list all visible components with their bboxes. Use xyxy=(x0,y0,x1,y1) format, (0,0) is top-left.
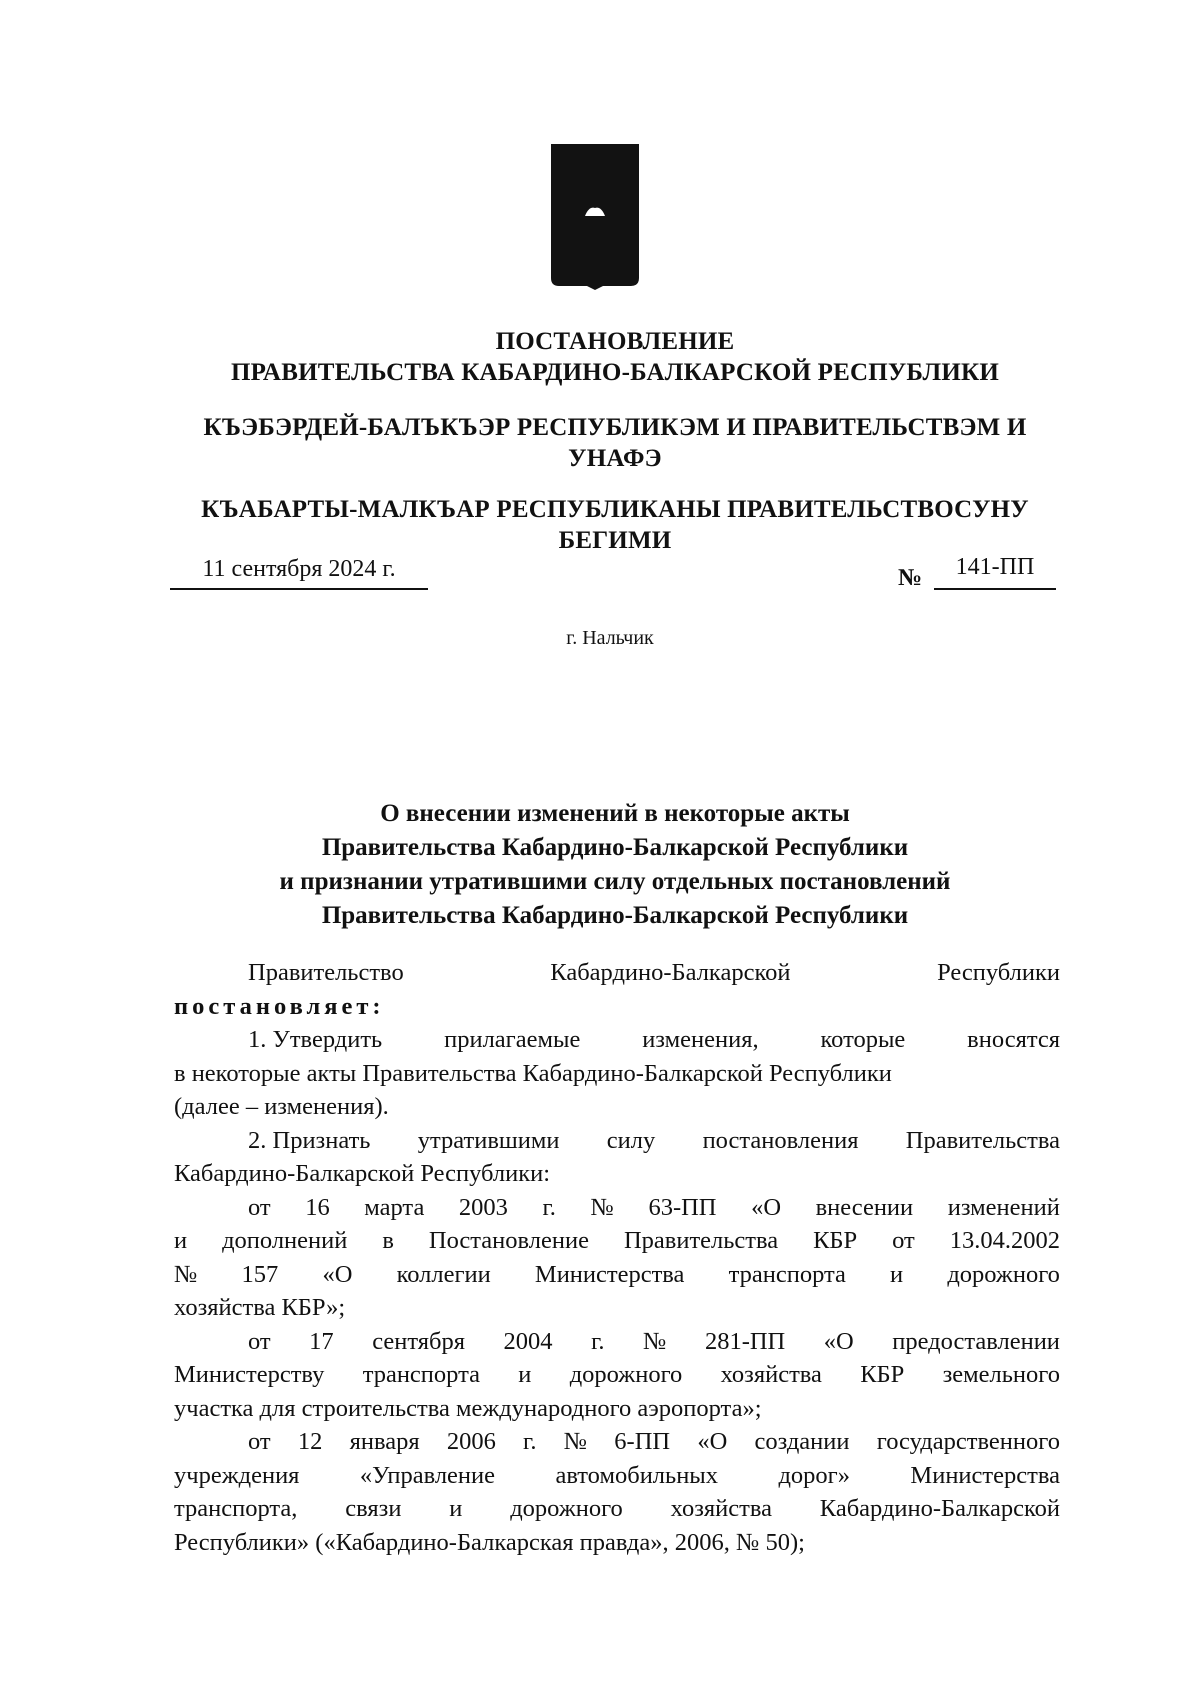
word: утратившими xyxy=(417,1126,560,1154)
document-number xyxy=(898,552,1058,592)
body-line: в некоторые акты Правительства Кабардино-Балкарской Республики xyxy=(174,1059,892,1087)
word: в xyxy=(382,1227,394,1254)
word: г. xyxy=(523,1428,537,1455)
title-line: и признании утратившими силу отдельных постановлений xyxy=(279,868,951,895)
word: сентября xyxy=(372,1327,465,1355)
header-block-russian xyxy=(170,326,1060,388)
word: 2003 xyxy=(458,1193,508,1221)
word: от xyxy=(248,1193,271,1221)
word: транспорта xyxy=(728,1260,846,1288)
word: земельного xyxy=(942,1361,1060,1388)
word: которые xyxy=(820,1026,906,1053)
body-line xyxy=(174,1124,1060,1158)
coat-of-arms-emblem xyxy=(549,142,641,290)
word: транспорта xyxy=(362,1361,480,1388)
word: КБР xyxy=(813,1227,858,1254)
word: изменений xyxy=(947,1193,1060,1221)
header-line: ПРАВИТЕЛЬСТВА КАБАРДИНО-БАЛКАРСКОЙ РЕСПУБЛИКИ xyxy=(231,359,999,386)
word: дорог» xyxy=(778,1461,850,1489)
header-line: ПОСТАНОВЛЕНИЕ xyxy=(495,328,735,355)
word: «О xyxy=(697,1428,728,1455)
word: № xyxy=(590,1193,614,1221)
body-line xyxy=(174,1325,1060,1359)
word: Кабардино-Балкарской xyxy=(550,959,791,986)
header-block-balkar xyxy=(170,494,1060,556)
body-line: хозяйства КБР»; xyxy=(174,1294,346,1321)
document-title xyxy=(170,797,1060,933)
word: Кабардино-Балкарской xyxy=(819,1495,1060,1522)
word: Правительство xyxy=(248,959,404,986)
word: «Управление xyxy=(359,1461,496,1489)
body-line xyxy=(174,1023,1060,1057)
word: и xyxy=(518,1361,532,1388)
word: 281-ПП xyxy=(704,1327,786,1355)
word: от xyxy=(248,1428,271,1455)
word: от xyxy=(248,1327,271,1355)
word: 1. Утвердить xyxy=(248,1026,383,1053)
word: № xyxy=(643,1327,667,1355)
word: постановления xyxy=(702,1126,859,1154)
word: 12 xyxy=(297,1428,323,1455)
word: Республики xyxy=(937,959,1060,986)
body-line: Республики» («Кабардино-Балкарская правда», 2006, № 50); xyxy=(174,1528,805,1556)
document-body xyxy=(174,956,1060,1559)
word: изменения, xyxy=(642,1026,759,1053)
word: Министерства xyxy=(910,1461,1060,1489)
word: «О xyxy=(322,1260,353,1288)
decrees-word: постановляет: xyxy=(174,992,385,1020)
word: 2. Признать xyxy=(248,1126,371,1154)
word: Постановление xyxy=(428,1227,589,1254)
body-line xyxy=(174,1425,1060,1459)
word: дополнений xyxy=(222,1227,348,1254)
header-block-kabardian xyxy=(170,412,1060,474)
word: учреждения xyxy=(174,1461,300,1489)
word: 16 xyxy=(305,1193,330,1221)
body-line xyxy=(174,1191,1060,1225)
body-line xyxy=(174,1459,1060,1493)
word: марта xyxy=(364,1193,425,1221)
title-line: О внесении изменений в некоторые акты xyxy=(380,800,850,827)
word: транспорта, xyxy=(174,1495,298,1522)
word: Министерства xyxy=(534,1260,685,1288)
word: силу xyxy=(606,1126,656,1154)
body-line: участка для строительства международного аэропорта»; xyxy=(174,1394,762,1422)
word: января xyxy=(349,1428,420,1455)
document-city: г. Нальчик xyxy=(566,627,654,649)
header-line: БЕГИМИ xyxy=(558,527,672,554)
body-line xyxy=(174,1258,1060,1292)
word: вносятся xyxy=(967,1026,1060,1053)
word: 2004 xyxy=(503,1327,553,1355)
word: государственного xyxy=(876,1428,1060,1455)
word: № xyxy=(563,1428,588,1455)
word: коллегии xyxy=(396,1260,491,1288)
word: 2006 xyxy=(446,1428,496,1455)
word: 13.04.2002 xyxy=(949,1227,1060,1254)
header-line: КЪАБАРТЫ-МАЛКЪАР РЕСПУБЛИКАНЫ ПРАВИТЕЛЬСТВОСУНУ xyxy=(201,496,1029,523)
word: 17 xyxy=(309,1327,334,1355)
word: и xyxy=(890,1260,904,1288)
word: № xyxy=(174,1260,198,1288)
word: создании xyxy=(754,1428,850,1455)
body-line: (далее – изменения). xyxy=(174,1093,389,1120)
word: КБР xyxy=(860,1361,905,1388)
word: и xyxy=(449,1495,463,1522)
word: 6-ПП xyxy=(614,1428,671,1455)
word: 63-ПП xyxy=(648,1193,717,1221)
word: связи xyxy=(345,1495,402,1522)
word: хозяйства xyxy=(670,1495,772,1522)
number-sign: № xyxy=(898,565,923,591)
body-line xyxy=(174,956,1060,990)
word: «О xyxy=(751,1193,782,1221)
word: «О xyxy=(823,1327,854,1355)
header-line: УНАФЭ xyxy=(568,445,662,472)
body-line xyxy=(174,1224,1060,1258)
number-value: 141-ПП xyxy=(934,552,1056,590)
word: г. xyxy=(591,1327,605,1355)
word: дорожного xyxy=(947,1260,1060,1288)
word: внесении xyxy=(815,1193,914,1221)
body-line xyxy=(174,1492,1060,1526)
emblem-shield-icon xyxy=(549,142,641,290)
word: Правительства xyxy=(623,1227,779,1254)
document-date: 11 сентября 2024 г. xyxy=(170,554,428,590)
body-line xyxy=(174,1358,1060,1392)
title-line: Правительства Кабардино-Балкарской Республики xyxy=(321,834,909,861)
title-line: Правительства Кабардино-Балкарской Республики xyxy=(321,902,909,929)
word: от xyxy=(892,1227,915,1254)
word: дорожного xyxy=(569,1361,683,1388)
body-line: Кабардино-Балкарской Республики: xyxy=(174,1160,551,1187)
word: автомобильных xyxy=(555,1461,719,1489)
word: хозяйства xyxy=(720,1361,822,1388)
word: предоставлении xyxy=(892,1327,1060,1355)
word: прилагаемые xyxy=(444,1026,581,1053)
header-line: КЪЭБЭРДЕЙ-БАЛЪКЪЭР РЕСПУБЛИКЭМ И ПРАВИТЕЛЬСТВЭМ И xyxy=(203,414,1027,441)
word: г. xyxy=(542,1193,556,1221)
word: 157 xyxy=(241,1260,279,1288)
word: Правительства xyxy=(905,1126,1060,1154)
word: дорожного xyxy=(510,1495,623,1522)
word: Министерству xyxy=(174,1361,325,1388)
word: и xyxy=(174,1227,188,1254)
